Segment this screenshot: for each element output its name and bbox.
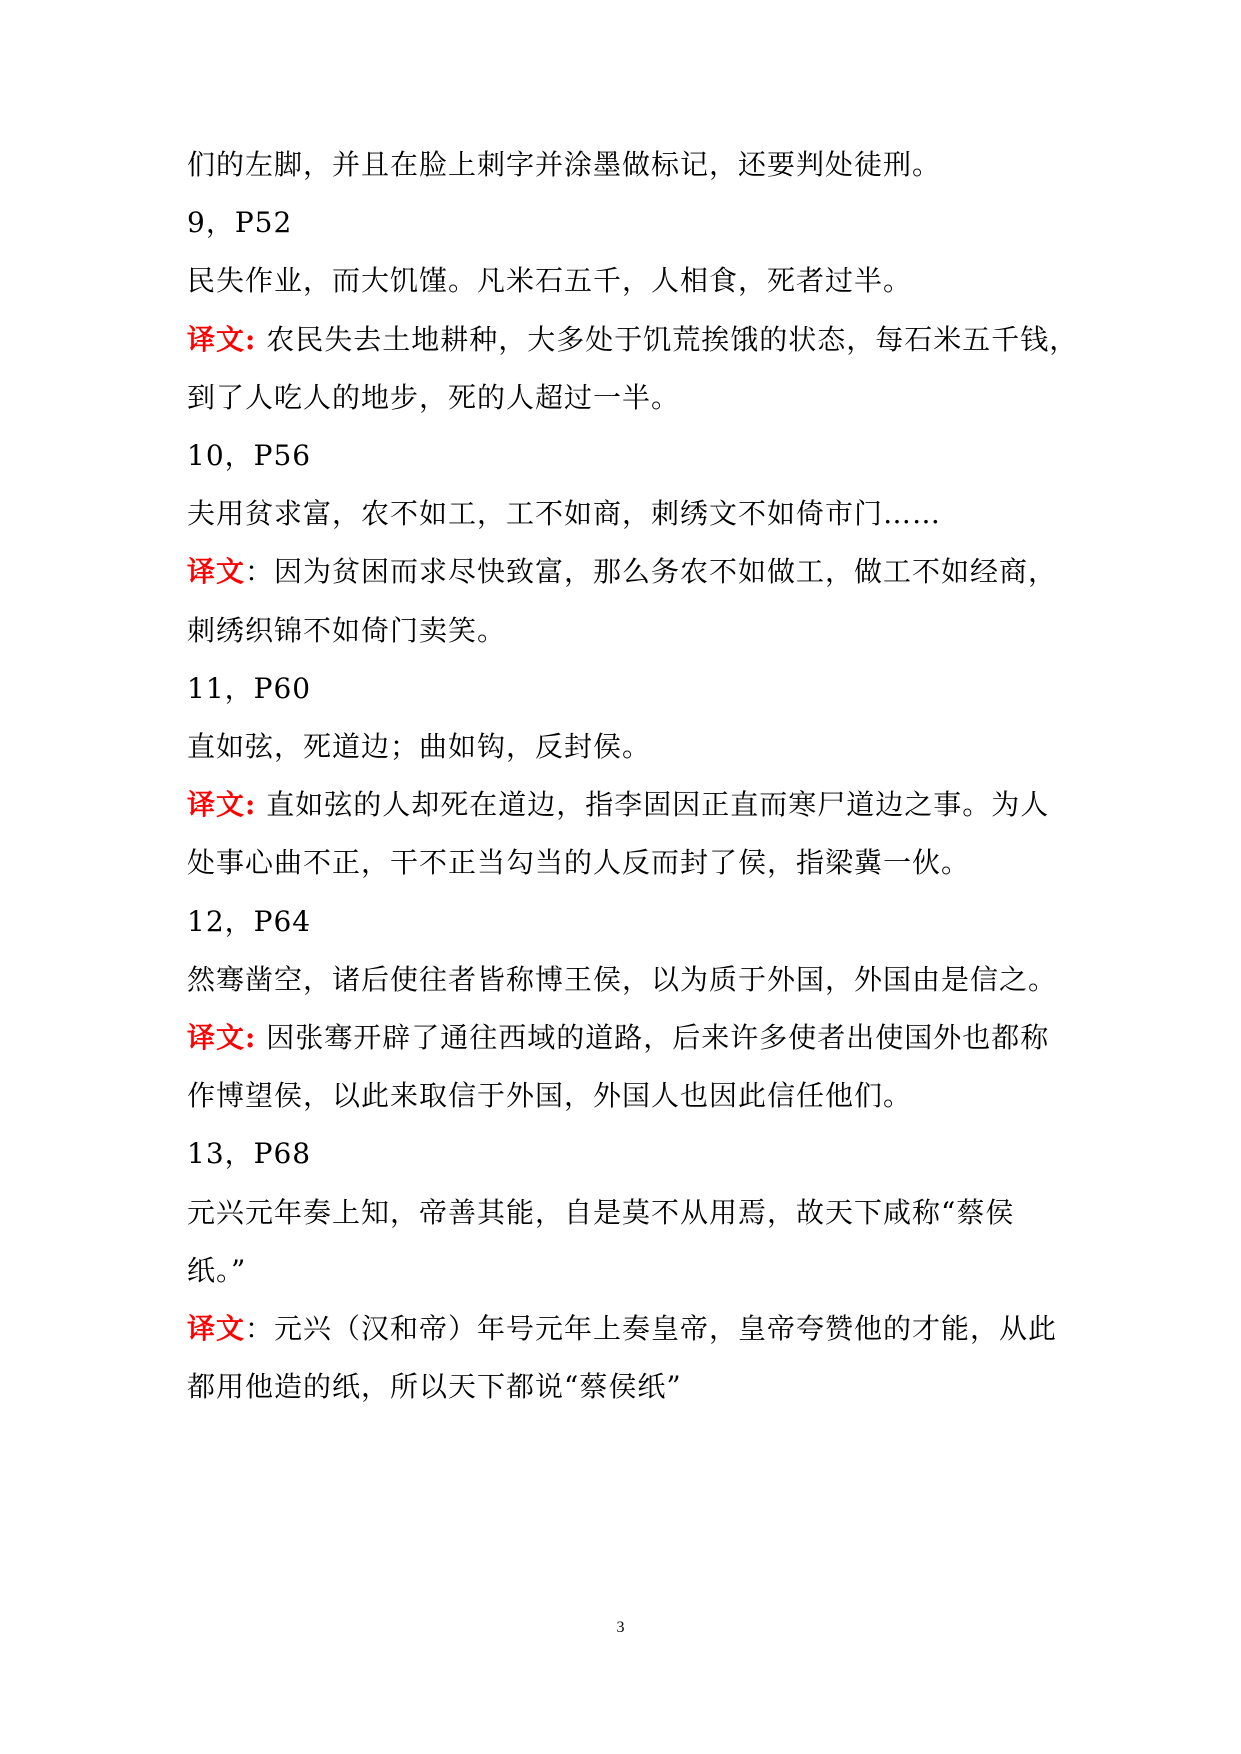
translation-label: 译文:	[187, 1021, 257, 1054]
text-line	[187, 843, 1067, 883]
text-line	[187, 145, 1067, 185]
line-text: 作博望侯，以此来取信于外国，外国人也因此信任他们。	[187, 1079, 913, 1112]
translation-line	[187, 1309, 1067, 1349]
translation-line	[187, 320, 1079, 360]
line-text: 12，P64	[187, 905, 312, 938]
text-line	[187, 611, 1067, 651]
line-text: 们的左脚，并且在脸上刺字并涂墨做标记，还要判处徒刑。	[187, 148, 942, 181]
text-line	[187, 727, 1067, 767]
line-text: 夫用贫求富，农不如工，工不如商，刺绣文不如倚市门……	[187, 497, 942, 530]
line-text: 然骞凿空，诸后使往者皆称博王侯，以为质于外国，外国由是信之。	[187, 963, 1058, 996]
text-line	[187, 436, 1067, 476]
line-text: 直如弦的人却死在道边，指李固因正直而寒尸道边之事。为人	[256, 788, 1050, 821]
translation-line	[187, 552, 1067, 592]
line-text: 因张骞开辟了通往西域的道路，后来许多使者出使国外也都称	[256, 1021, 1050, 1054]
translation-label: 译文:	[187, 323, 257, 356]
line-text: 9，P52	[187, 206, 293, 239]
text-line	[187, 494, 1067, 534]
text-line	[187, 960, 1067, 1000]
text-line	[187, 902, 1067, 942]
line-text: 到了人吃人的地步，死的人超过一半。	[187, 381, 681, 414]
line-text: 都用他造的纸，所以天下都说“蔡侯纸”	[187, 1370, 682, 1403]
text-line	[187, 1367, 1067, 1407]
line-text: ：元兴（汉和帝）年号元年上奏皇帝，皇帝夸赞他的才能，从此	[245, 1312, 1058, 1345]
line-text: 11，P60	[187, 672, 312, 705]
text-line	[187, 1251, 1067, 1291]
line-text: 刺绣织锦不如倚门卖笑。	[187, 614, 507, 647]
translation-line	[187, 785, 1067, 825]
text-line	[187, 261, 1067, 301]
text-line	[187, 1193, 1067, 1233]
translation-line	[187, 1018, 1067, 1058]
text-line	[187, 378, 1067, 418]
translation-label: 译文	[187, 555, 246, 588]
line-text: 10，P56	[187, 439, 312, 472]
text-line	[187, 203, 1067, 243]
line-text: ：因为贫困而求尽快致富，那么务农不如做工，做工不如经商，	[245, 555, 1058, 588]
line-text: 直如弦，死道边；曲如钩，反封侯。	[187, 730, 652, 763]
page-number: 3	[616, 1619, 625, 1636]
line-text: 元兴元年奏上知，帝善其能，自是莫不从用焉，故天下咸称“蔡侯	[187, 1196, 1015, 1229]
translation-label: 译文:	[187, 788, 257, 821]
text-line	[187, 669, 1067, 709]
text-line	[187, 1134, 1067, 1174]
line-text: 农民失去土地耕种，大多处于饥荒挨饿的状态，每石米五千钱，	[256, 323, 1079, 356]
line-text: 民失作业，而大饥馑。凡米石五千，人相食，死者过半。	[187, 264, 913, 297]
text-line	[187, 1076, 1067, 1116]
line-text: 13，P68	[187, 1137, 312, 1170]
line-text: 处事心曲不正，干不正当勾当的人反而封了侯，指梁冀一伙。	[187, 846, 971, 879]
line-text: 纸。”	[187, 1254, 247, 1287]
translation-label: 译文	[187, 1312, 246, 1345]
